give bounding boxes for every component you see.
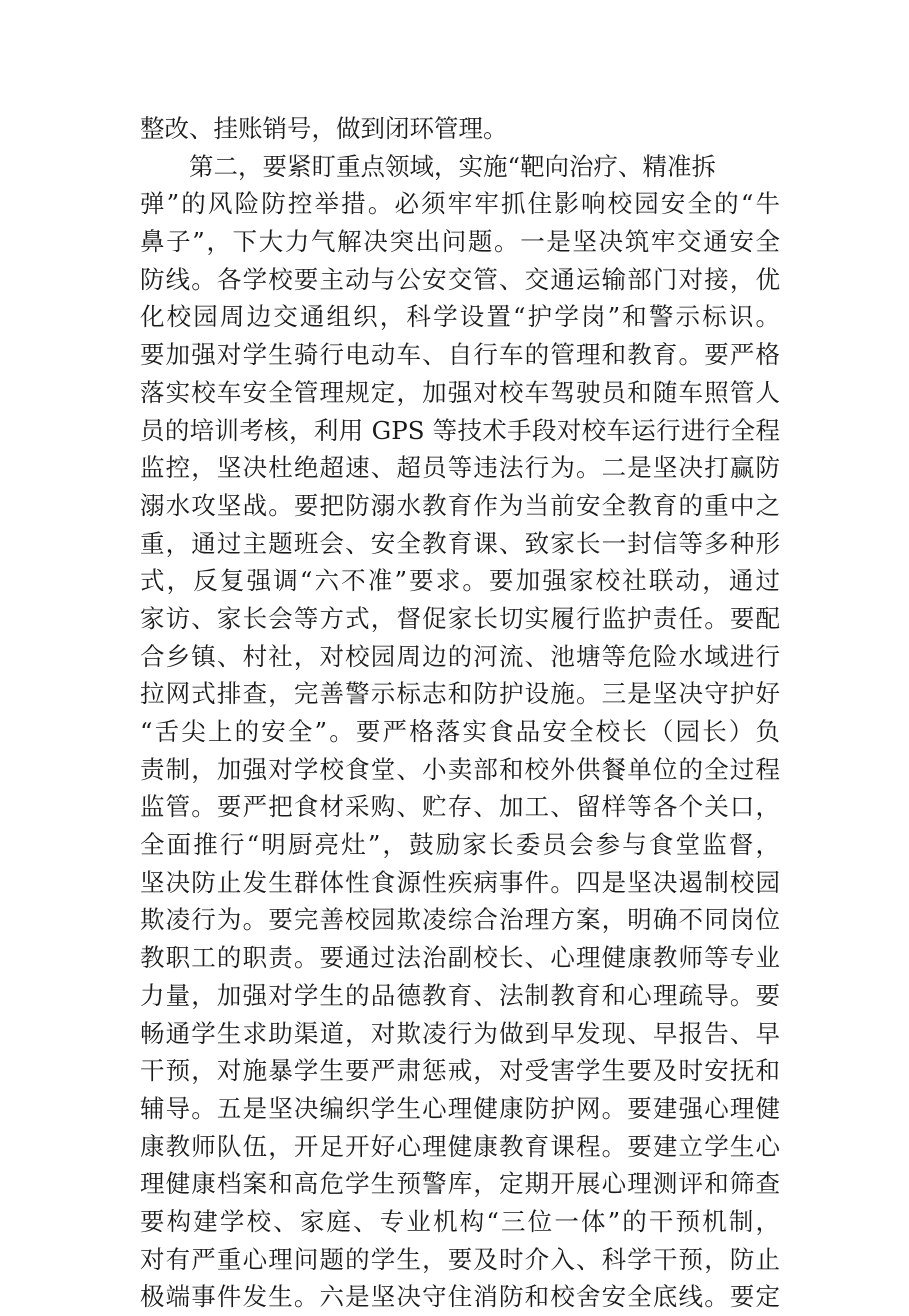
- text-line: 康教师队伍，开足开好心理健康教育课程。要建立学生心: [140, 1131, 780, 1161]
- text-line: 要构建学校、家庭、专业机构“三位一体”的干预机制，: [140, 1206, 780, 1236]
- text-line: 重，通过主题班会、安全教育课、致家长一封信等多种形: [140, 528, 780, 558]
- text-line: 整改、挂账销号，做到闭环管理。: [140, 114, 508, 143]
- text-line: 式，反复强调“六不准”要求。要加强家校社联动，通过: [140, 566, 780, 596]
- text-line: 理健康档案和高危学生预警库，定期开展心理测评和筛查: [140, 1169, 780, 1199]
- text-line: 畅通学生求助渠道，对欺凌行为做到早发现、早报告、早: [140, 1018, 780, 1048]
- text-line: 防线。各学校要主动与公安交管、交通运输部门对接，优: [140, 264, 780, 294]
- text-line: 欺凌行为。要完善校园欺凌综合治理方案，明确不同岗位: [140, 905, 780, 935]
- text-line: 坚决防止发生群体性食源性疾病事件。四是坚决遏制校园: [140, 867, 780, 897]
- text-line: 合乡镇、村社，对校园周边的河流、池塘等危险水域进行: [140, 641, 780, 671]
- text-line: 辅导。五是坚决编织学生心理健康防护网。要建强心理健: [140, 1093, 780, 1123]
- text-line: 对有严重心理问题的学生，要及时介入、科学干预，防止: [140, 1244, 780, 1274]
- text-line: 全面推行“明厨亮灶”，鼓励家长委员会参与食堂监督，: [140, 830, 780, 860]
- text-line: 干预，对施暴学生要严肃惩戒，对受害学生要及时安抚和: [140, 1056, 780, 1086]
- text-line: 鼻子”，下大力气解决突出问题。一是坚决筑牢交通安全: [140, 227, 780, 257]
- text-line: 家访、家长会等方式，督促家长切实履行监护责任。要配: [140, 603, 780, 633]
- text-line: 极端事件发生。六是坚决守住消防和校舍安全底线。要定: [140, 1282, 780, 1312]
- text-line: 要加强对学生骑行电动车、自行车的管理和教育。要严格: [140, 340, 780, 370]
- text-line: 教职工的职责。要通过法治副校长、心理健康教师等专业: [140, 943, 780, 973]
- text-line: 溺水攻坚战。要把防溺水教育作为当前安全教育的重中之: [140, 490, 780, 520]
- text-line: “舌尖上的安全”。要严格落实食品安全校长（园长）负: [140, 717, 780, 746]
- text-line: 拉网式排查，完善警示标志和防护设施。三是坚决守护好: [140, 679, 780, 709]
- text-line: 力量，加强对学生的品德教育、法制教育和心理疏导。要: [140, 980, 780, 1010]
- text-line: 化校园周边交通组织，科学设置“护学岗”和警示标识。: [140, 302, 780, 332]
- text-line: 第二，要紧盯重点领域，实施“靶向治疗、精准拆: [140, 151, 717, 181]
- text-line: 责制，加强对学校食堂、小卖部和校外供餐单位的全过程: [140, 754, 780, 784]
- text-line: 员的培训考核，利用 GPS 等技术手段对校车运行进行全程: [140, 415, 780, 445]
- text-line: 监管。要严把食材采购、贮存、加工、留样等各个关口，: [140, 792, 780, 822]
- text-line: 落实校车安全管理规定，加强对校车驾驶员和随车照管人: [140, 377, 780, 407]
- text-line: 弹”的风险防控举措。必须牢牢抓住影响校园安全的“牛: [140, 189, 780, 219]
- text-line: 监控，坚决杜绝超速、超员等违法行为。二是坚决打赢防: [140, 453, 780, 483]
- document-body-text: [140, 110, 780, 1316]
